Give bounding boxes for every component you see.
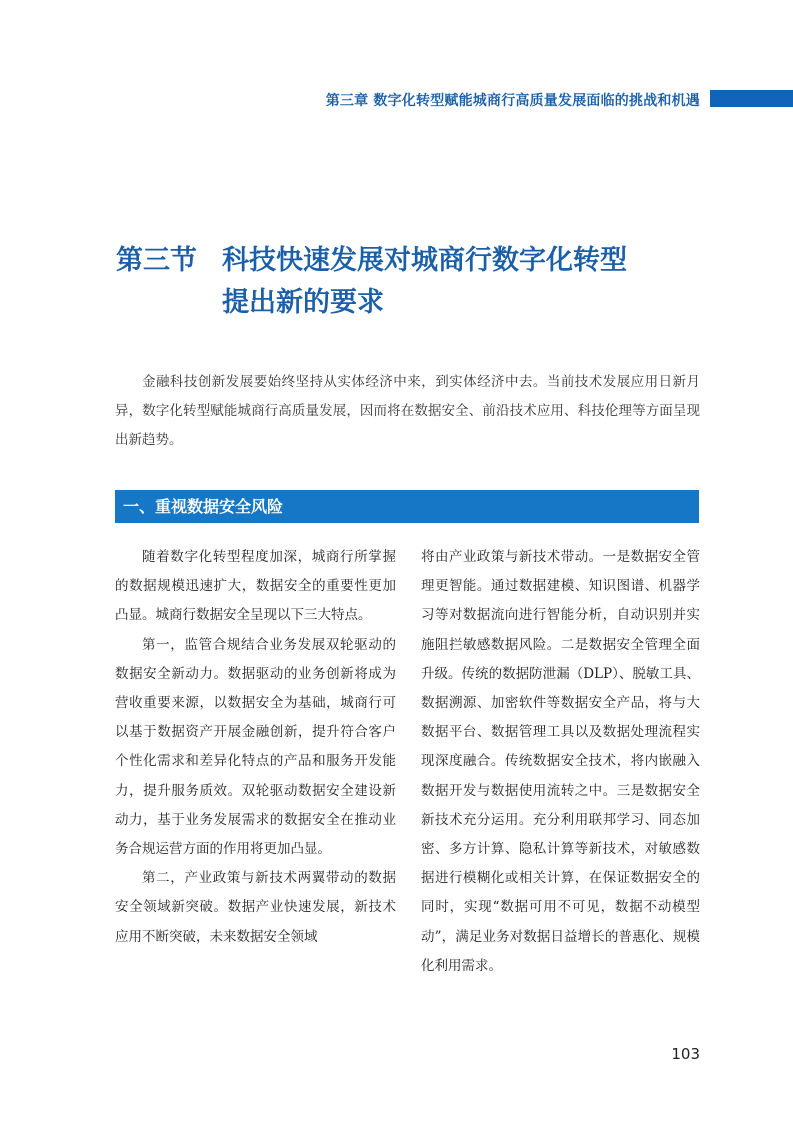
right-column xyxy=(421,543,700,981)
body-paragraph: 第一，监管合规结合业务发展双轮驱动的数据安全新动力。数据驱动的业务创新将成为营收重要来源，以数据安全为基础，城商行可以基于数据资产开展金融创新，提升符合客户个性化需求和差异化特点的产品和服务开发能力，提升服务质效。双轮驱动数据安全建设新动力，基于业务发展需求的数据安全在推动业务合规运营方面的作用将更加凸显。 xyxy=(115,636,396,858)
page-number: 103 xyxy=(671,1045,700,1063)
body-paragraph: 随着数字化转型程度加深，城商行所掌握的数据规模迅速扩大，数据安全的重要性更加凸显。城商行数据安全呈现以下三大特点。 xyxy=(115,549,396,624)
body-paragraph: 将由产业政策与新技术带动。一是数据安全管理更智能。通过数据建模、知识图谱、机器学习等对数据流向进行智能分析，自动识别并实施阻拦敏感数据风险。二是数据安全管理全面升级。传统的数据防泄漏（DLP）、脱敏工具、数据溯源、加密软件等数据安全产品，将与大数据平台、数据管理工具以及数据处理流程实现深度融合。传统数据安全技术，将内嵌融入数据开发与数据使用流转之中。三是数据安全新技术充分运用。充分利用联邦学习、同态加密、多方计算、隐私计算等新技术，对敏感数据进行模糊化或相关计算，在保证数据安全的同时，实现“数据可用不可见，数据不动模型动”，满足业务对数据日益增长的普惠化、规模化利用需求。 xyxy=(421,549,700,974)
left-column xyxy=(115,543,396,952)
running-header: 第三章 数字化转型赋能城商行高质量发展面临的挑战和机遇 xyxy=(325,93,700,109)
body-paragraph: 第二，产业政策与新技术两翼带动的数据安全领域新突破。数据产业快速发展，新技术应用不断突破，未来数据安全领域 xyxy=(115,870,396,945)
section-title xyxy=(116,240,716,324)
section-title-line1: 科技快速发展对城商行数字化转型 xyxy=(222,245,627,276)
intro-paragraph: 金融科技创新发展要始终坚持从实体经济中来，到实体经济中去。当前技术发展应用日新月异，数字化转型赋能城商行高质量发展，因而将在数据安全、前沿技术应用、科技伦理等方面呈现出新趋势。 xyxy=(115,374,700,448)
subsection-banner: 一、重视数据安全风险 xyxy=(115,490,699,523)
header-accent-bar xyxy=(710,90,793,107)
section-number: 第三节 xyxy=(116,245,197,276)
section-title-line2: 提出新的要求 xyxy=(222,287,384,318)
